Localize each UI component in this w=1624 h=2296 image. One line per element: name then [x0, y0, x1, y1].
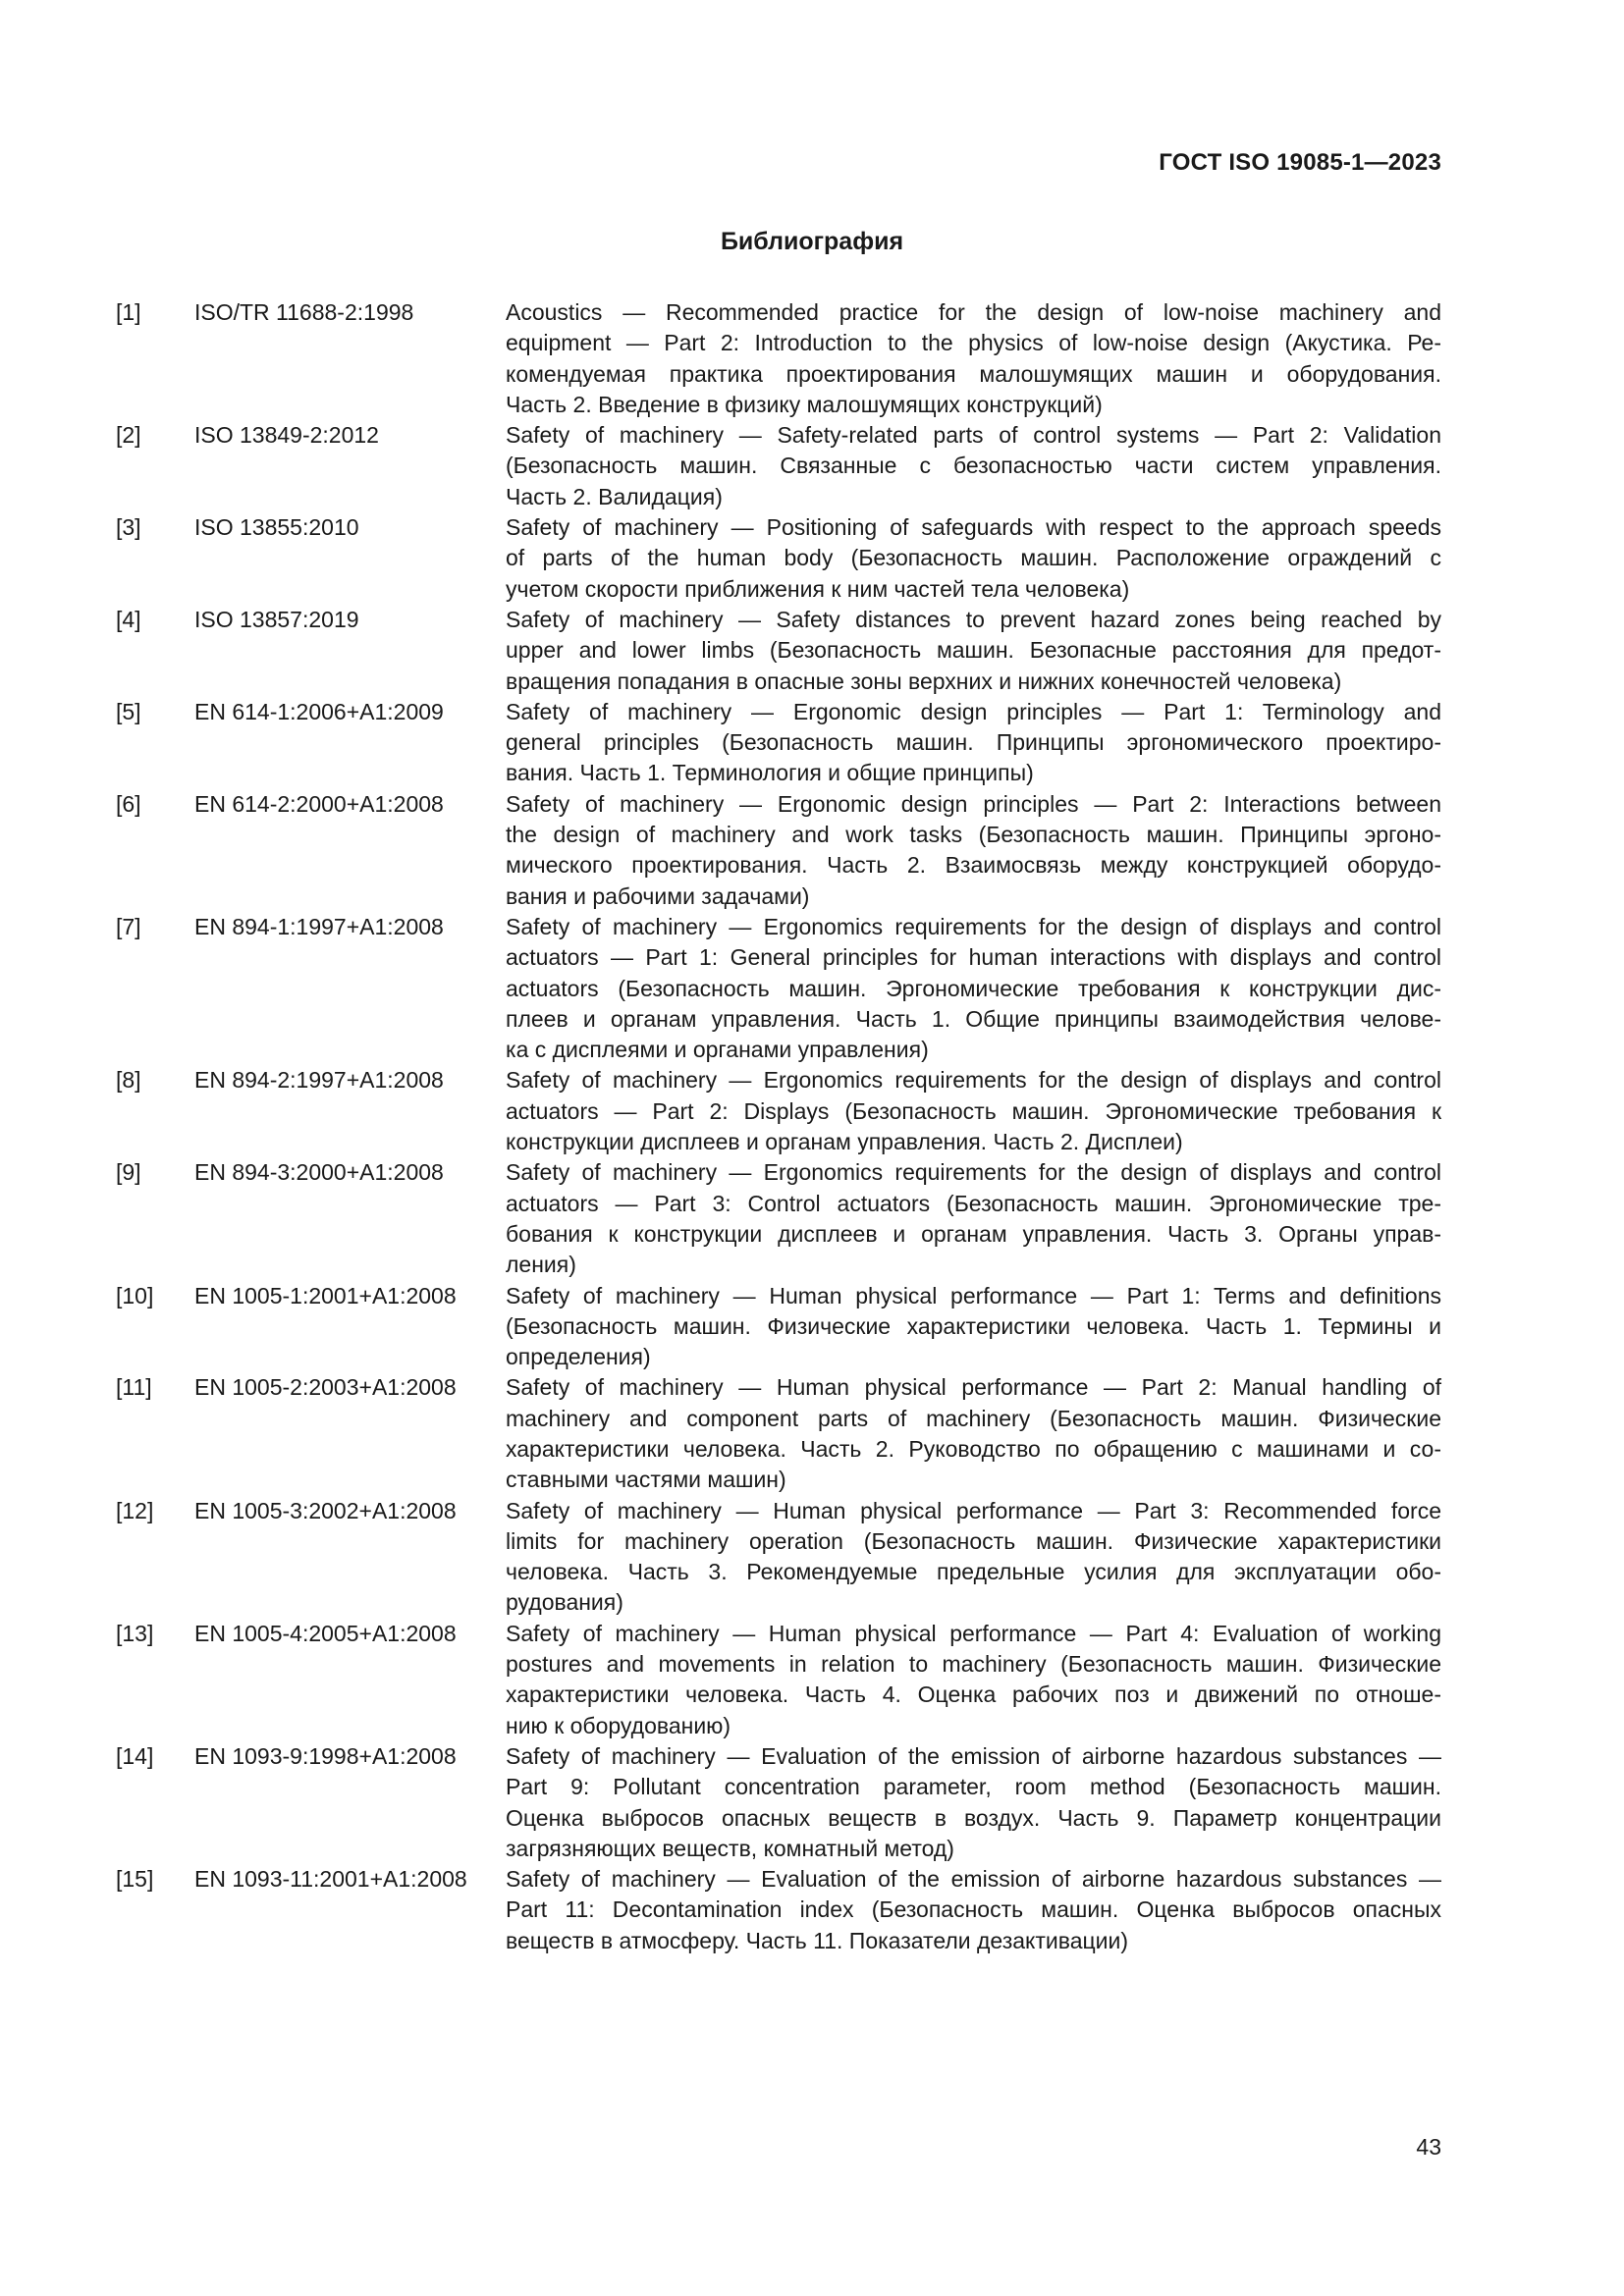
entry-standard-reference: EN 1005-4:2005+A1:2008: [194, 1620, 457, 1646]
entry-title-line: Safety of machinery — Safety-related parts of control systems — Part 2: Validation: [506, 422, 1441, 449]
entry-title-line: конструкции дисплеев и органам управления. Часть 2. Дисплеи): [506, 1129, 1183, 1155]
entry-standard-reference: EN 894-1:1997+A1:2008: [194, 913, 444, 939]
entry-title-line: ставными частями машин): [506, 1467, 786, 1493]
entry-title-line: Оценка выбросов опасных веществ в воздух. Часть 9. Параметр концентрации: [506, 1804, 1441, 1831]
entry-title-line: характеристики человека. Часть 4. Оценка рабочих поз и движений по отноше-: [506, 1682, 1441, 1708]
page-number: 43: [1416, 2134, 1441, 2160]
entry-title-line: (Безопасность машин. Связанные с безопасностью части систем управления.: [506, 453, 1441, 479]
entry-number: [2]: [116, 422, 141, 449]
entry-title: [506, 512, 1441, 605]
entry-title-line: ка с дисплеями и органами управления): [506, 1037, 929, 1063]
entry-standard-reference: EN 614-2:2000+A1:2008: [194, 790, 444, 817]
bibliography-entry: [116, 1741, 1441, 1864]
entry-number: [4]: [116, 606, 141, 632]
entry-title-line: вращения попадания в опасные зоны верхних и нижних конечностей человека): [506, 667, 1342, 694]
entry-title-line: Safety of machinery — Ergonomics requirements for the design of displays and control: [506, 1067, 1441, 1094]
entry-title-line: general principles (Безопасность машин. Принципы эргономического проектиро-: [506, 729, 1441, 756]
entry-number: [3]: [116, 514, 141, 541]
bibliography-entry: [116, 512, 1441, 605]
entry-title-line: мического проектирования. Часть 2. Взаимосвязь между конструкцией оборудо-: [506, 852, 1441, 879]
entry-number: [12]: [116, 1497, 154, 1523]
entry-title-line: machinery and component parts of machinery (Безопасность машин. Физические: [506, 1405, 1441, 1431]
entry-standard-reference: ISO 13855:2010: [194, 514, 359, 541]
bibliography-entry: [116, 1157, 1441, 1280]
entry-title-line: характеристики человека. Часть 2. Руководство по обращению с машинами и со-: [506, 1435, 1441, 1462]
entry-title-line: бования к конструкции дисплеев и органам управления. Часть 3. Органы управ-: [506, 1220, 1441, 1247]
entry-title-line: нию к оборудованию): [506, 1712, 731, 1738]
entry-title-line: определения): [506, 1344, 651, 1370]
entry-number: [13]: [116, 1620, 154, 1646]
bibliography-entry: [116, 697, 1441, 789]
entry-title-line: Safety of machinery — Evaluation of the emission of airborne hazardous substances —: [506, 1742, 1441, 1769]
entry-title: [506, 297, 1441, 420]
entry-title-line: рудования): [506, 1589, 623, 1616]
bibliography-entry: [116, 912, 1441, 1065]
entry-number: [15]: [116, 1866, 154, 1893]
entry-title-line: плеев и органам управления. Часть 1. Общие принципы взаимодействия челове-: [506, 1005, 1441, 1032]
entry-title: [506, 912, 1441, 1065]
entry-title-line: actuators — Part 2: Displays (Безопасность машин. Эргономические требования к: [506, 1097, 1441, 1124]
entry-number: [1]: [116, 299, 141, 325]
bibliography-entry: [116, 297, 1441, 420]
entry-title: [506, 420, 1441, 512]
entry-standard-reference: EN 894-3:2000+A1:2008: [194, 1159, 444, 1186]
bibliography-entry: [116, 1864, 1441, 1956]
entry-title: [506, 789, 1441, 912]
entry-title-line: Часть 2. Введение в физику малошумящих конструкций): [506, 391, 1103, 417]
entry-standard-reference: ISO 13857:2019: [194, 606, 359, 632]
entry-standard-reference: EN 894-2:1997+A1:2008: [194, 1067, 444, 1094]
entry-title-line: equipment — Part 2: Introduction to the physics of low-noise design (Акустика. Ре-: [506, 330, 1441, 356]
entry-title-line: ления): [506, 1252, 576, 1278]
entry-standard-reference: EN 1005-1:2001+A1:2008: [194, 1282, 457, 1308]
entry-title: [506, 1281, 1441, 1373]
bibliography-entry: [116, 605, 1441, 697]
entry-title-line: Safety of machinery — Human physical performance — Part 4: Evaluation of working: [506, 1620, 1441, 1646]
entry-title-line: actuators (Безопасность машин. Эргономические требования к конструкции дис-: [506, 975, 1441, 1001]
entry-title-line: Safety of machinery — Ergonomic design principles — Part 1: Terminology and: [506, 698, 1441, 724]
entry-title: [506, 605, 1441, 697]
entry-number: [5]: [116, 698, 141, 724]
entry-title: [506, 1157, 1441, 1280]
entry-standard-reference: EN 1005-2:2003+A1:2008: [194, 1374, 457, 1401]
entry-number: [10]: [116, 1282, 154, 1308]
entry-standard-reference: EN 1093-11:2001+A1:2008: [194, 1866, 467, 1893]
bibliography-entry: [116, 1281, 1441, 1373]
entry-number: [11]: [116, 1374, 152, 1401]
entry-number: [9]: [116, 1159, 141, 1186]
entry-title: [506, 1864, 1441, 1956]
document-code: ГОСТ ISO 19085-1—2023: [1159, 149, 1441, 176]
entry-title-line: Safety of machinery — Safety distances to prevent hazard zones being reached by: [506, 606, 1441, 632]
entry-title-line: actuators — Part 3: Control actuators (Безопасность машин. Эргономические тре-: [506, 1190, 1441, 1216]
entry-title: [506, 697, 1441, 789]
bibliography-list: [116, 297, 1441, 1956]
entry-number: [7]: [116, 913, 141, 939]
entry-title-line: (Безопасность машин. Физические характеристики человека. Часть 1. Термины и: [506, 1312, 1441, 1339]
bibliography-entry: [116, 789, 1441, 912]
entry-title-line: upper and lower limbs (Безопасность машин. Безопасные расстояния для предот-: [506, 637, 1441, 664]
entry-title-line: of parts of the human body (Безопасность машин. Расположение ограждений с: [506, 545, 1441, 571]
bibliography-entry: [116, 1372, 1441, 1495]
entry-standard-reference: EN 1005-3:2002+A1:2008: [194, 1497, 457, 1523]
entry-title-line: Safety of machinery — Ergonomics requirements for the design of displays and control: [506, 913, 1441, 939]
section-title: Библиография: [720, 228, 904, 255]
entry-title-line: Часть 2. Валидация): [506, 483, 723, 509]
entry-title-line: limits for machinery operation (Безопасность машин. Физические характеристики: [506, 1527, 1441, 1554]
entry-title: [506, 1372, 1441, 1495]
entry-title-line: the design of machinery and work tasks (Безопасность машин. Принципы эргоно-: [506, 822, 1441, 848]
entry-title-line: Safety of machinery — Positioning of safeguards with respect to the approach speeds: [506, 514, 1441, 541]
entry-standard-reference: ISO/TR 11688-2:1998: [194, 299, 414, 325]
entry-title-line: учетом скорости приближения к ним частей тела человека): [506, 575, 1130, 602]
entry-title-line: Safety of machinery — Human physical performance — Part 2: Manual handling of: [506, 1374, 1441, 1401]
bibliography-entry: [116, 1065, 1441, 1157]
entry-title-line: actuators — Part 1: General principles for human interactions with displays and control: [506, 944, 1441, 971]
entry-title-line: Safety of machinery — Evaluation of the emission of airborne hazardous substances —: [506, 1866, 1441, 1893]
entry-standard-reference: EN 1093-9:1998+A1:2008: [194, 1742, 457, 1769]
entry-title: [506, 1619, 1441, 1741]
entry-title: [506, 1741, 1441, 1864]
bibliography-entry: [116, 1496, 1441, 1619]
entry-title-line: Part 9: Pollutant concentration parameter, room method (Безопасность машин.: [506, 1774, 1441, 1800]
entry-title-line: веществ в атмосферу. Часть 11. Показатели дезактивации): [506, 1927, 1129, 1953]
entry-title-line: вания. Часть 1. Терминология и общие принципы): [506, 760, 1034, 786]
entry-title-line: вания и рабочими задачами): [506, 882, 810, 909]
entry-title-line: Safety of machinery — Human physical performance — Part 1: Terms and definitions: [506, 1282, 1441, 1308]
entry-title-line: Safety of machinery — Human physical performance — Part 3: Recommended force: [506, 1497, 1441, 1523]
entry-title-line: человека. Часть 3. Рекомендуемые предельные усилия для эксплуатации обо-: [506, 1559, 1441, 1585]
entry-title: [506, 1496, 1441, 1619]
bibliography-entry: [116, 1619, 1441, 1741]
bibliography-entry: [116, 420, 1441, 512]
entry-title-line: Part 11: Decontamination index (Безопасность машин. Оценка выбросов опасных: [506, 1896, 1441, 1923]
entry-title: [506, 1065, 1441, 1157]
entry-title-line: комендуемая практика проектирования малошумящих машин и оборудования.: [506, 360, 1441, 387]
entry-title-line: Safety of machinery — Ergonomic design principles — Part 2: Interactions between: [506, 790, 1441, 817]
entry-title-line: postures and movements in relation to machinery (Безопасность машин. Физические: [506, 1651, 1441, 1678]
entry-standard-reference: ISO 13849-2:2012: [194, 422, 379, 449]
entry-number: [6]: [116, 790, 141, 817]
entry-title-line: загрязняющих веществ, комнатный метод): [506, 1835, 954, 1861]
entry-standard-reference: EN 614-1:2006+A1:2009: [194, 698, 444, 724]
entry-number: [14]: [116, 1742, 154, 1769]
entry-title-line: Safety of machinery — Ergonomics requirements for the design of displays and control: [506, 1159, 1441, 1186]
entry-title-line: Acoustics — Recommended practice for the design of low-noise machinery and: [506, 299, 1441, 325]
entry-number: [8]: [116, 1067, 141, 1094]
